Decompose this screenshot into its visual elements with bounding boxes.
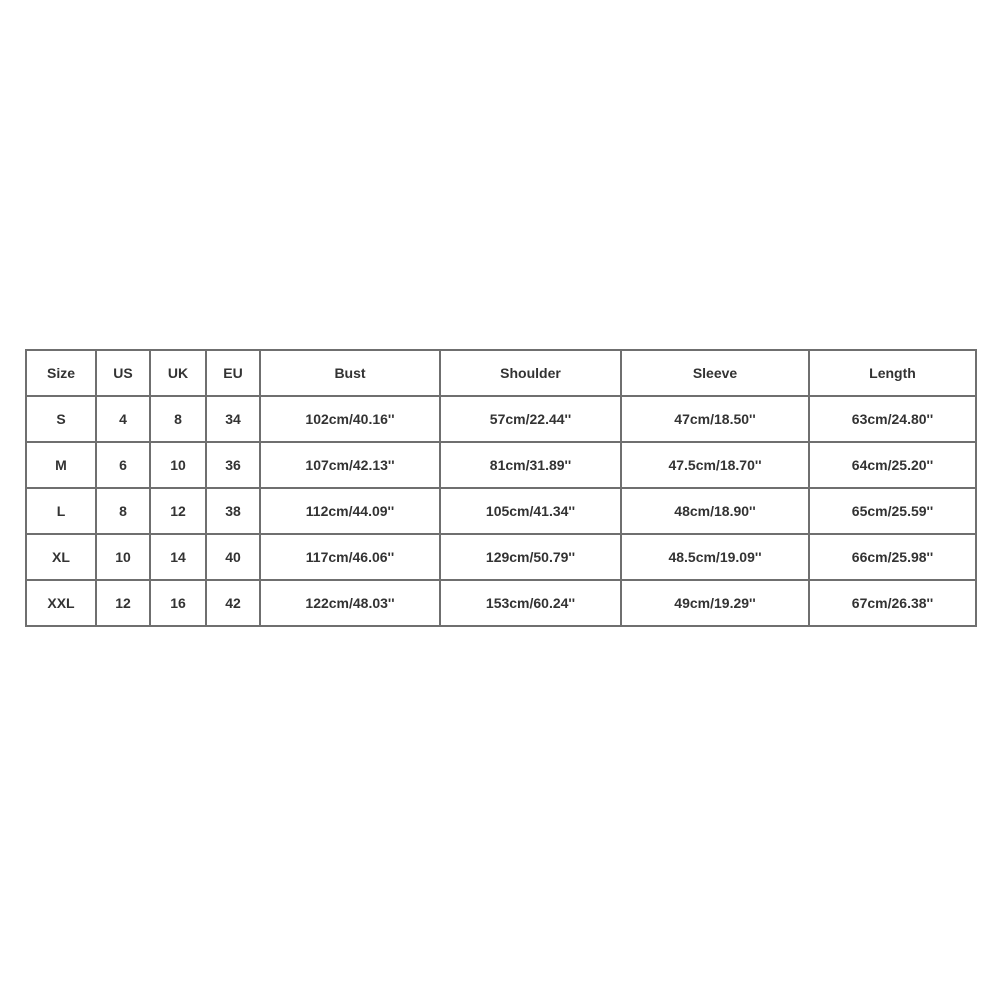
cell-eu: 40 (206, 534, 260, 580)
cell-length: 63cm/24.80'' (809, 396, 976, 442)
cell-shoulder: 81cm/31.89'' (440, 442, 621, 488)
cell-sleeve: 47.5cm/18.70'' (621, 442, 809, 488)
cell-shoulder: 105cm/41.34'' (440, 488, 621, 534)
table-row (26, 442, 976, 488)
cell-length: 67cm/26.38'' (809, 580, 976, 626)
header-row (26, 350, 976, 396)
header-sleeve: Sleeve (621, 350, 809, 396)
table-row (26, 580, 976, 626)
cell-sleeve: 48cm/18.90'' (621, 488, 809, 534)
cell-bust: 102cm/40.16'' (260, 396, 440, 442)
cell-us: 8 (96, 488, 150, 534)
cell-sleeve: 49cm/19.29'' (621, 580, 809, 626)
cell-bust: 122cm/48.03'' (260, 580, 440, 626)
cell-size: XL (26, 534, 96, 580)
cell-sleeve: 48.5cm/19.09'' (621, 534, 809, 580)
cell-us: 10 (96, 534, 150, 580)
table-row (26, 396, 976, 442)
cell-uk: 10 (150, 442, 206, 488)
cell-bust: 117cm/46.06'' (260, 534, 440, 580)
cell-bust: 112cm/44.09'' (260, 488, 440, 534)
table-row (26, 534, 976, 580)
cell-uk: 12 (150, 488, 206, 534)
cell-length: 66cm/25.98'' (809, 534, 976, 580)
cell-eu: 38 (206, 488, 260, 534)
cell-shoulder: 153cm/60.24'' (440, 580, 621, 626)
cell-us: 12 (96, 580, 150, 626)
cell-eu: 36 (206, 442, 260, 488)
cell-sleeve: 47cm/18.50'' (621, 396, 809, 442)
cell-bust: 107cm/42.13'' (260, 442, 440, 488)
cell-size: XXL (26, 580, 96, 626)
cell-length: 65cm/25.59'' (809, 488, 976, 534)
cell-us: 4 (96, 396, 150, 442)
cell-eu: 34 (206, 396, 260, 442)
cell-uk: 16 (150, 580, 206, 626)
header-size: Size (26, 350, 96, 396)
table-row (26, 488, 976, 534)
cell-us: 6 (96, 442, 150, 488)
cell-size: M (26, 442, 96, 488)
cell-eu: 42 (206, 580, 260, 626)
header-eu: EU (206, 350, 260, 396)
cell-uk: 14 (150, 534, 206, 580)
header-us: US (96, 350, 150, 396)
header-shoulder: Shoulder (440, 350, 621, 396)
header-bust: Bust (260, 350, 440, 396)
cell-length: 64cm/25.20'' (809, 442, 976, 488)
size-chart-table (25, 349, 977, 627)
header-length: Length (809, 350, 976, 396)
cell-shoulder: 57cm/22.44'' (440, 396, 621, 442)
cell-size: S (26, 396, 96, 442)
header-uk: UK (150, 350, 206, 396)
cell-uk: 8 (150, 396, 206, 442)
cell-shoulder: 129cm/50.79'' (440, 534, 621, 580)
cell-size: L (26, 488, 96, 534)
